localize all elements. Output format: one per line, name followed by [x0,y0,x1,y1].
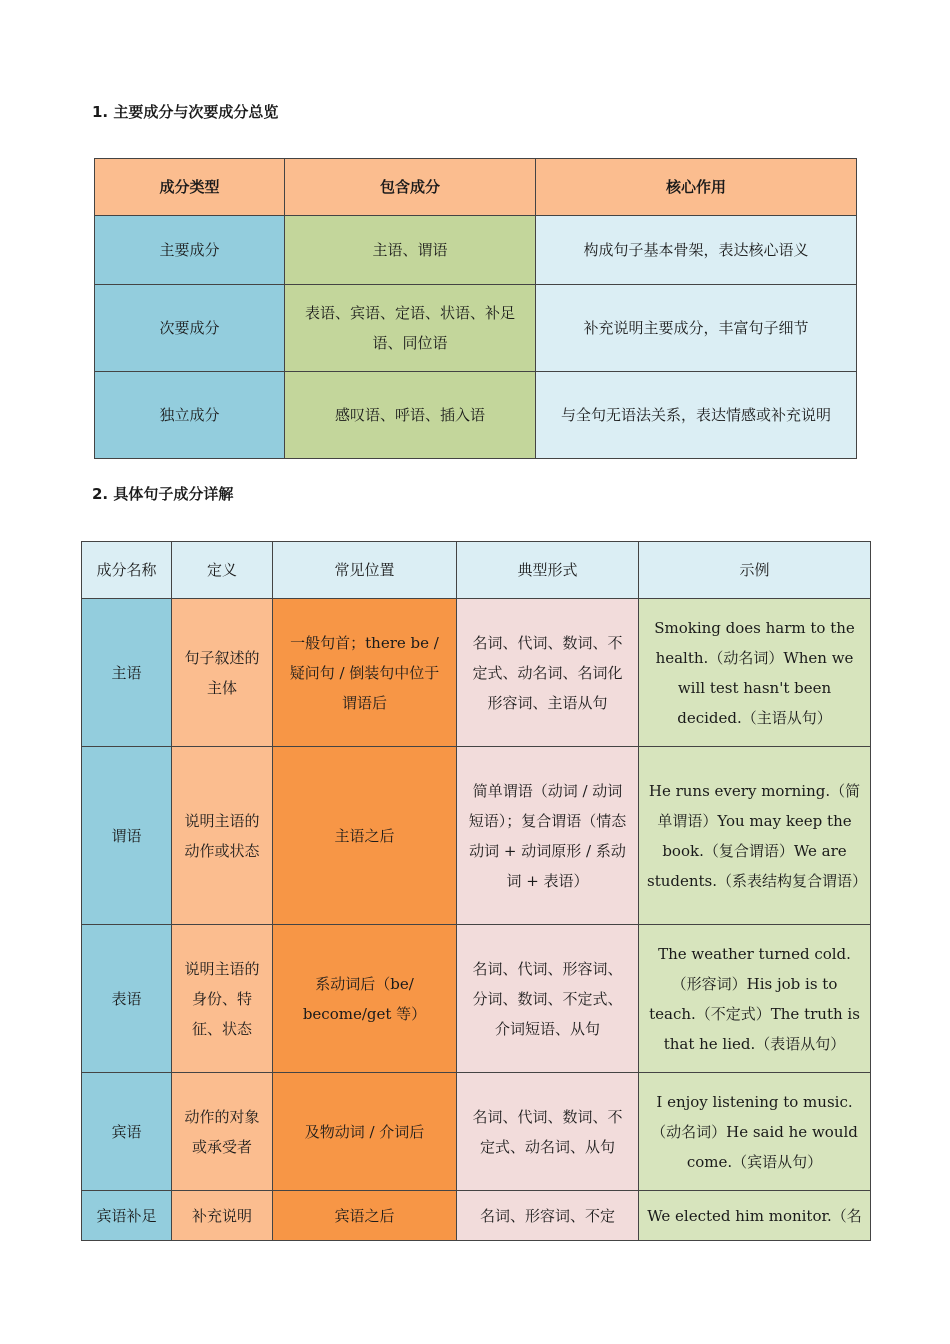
overview-type-cell: 主要成分 [95,216,285,285]
detail-position-cell: 一般句首；there be / 疑问句 / 倒装句中位于谓语后 [273,599,457,747]
overview-table [94,158,857,459]
detail-form-cell: 简单谓语（动词 / 动词短语）；复合谓语（情态动词 + 动词原形 / 系动词 + 表语） [457,747,639,925]
overview-row [95,285,857,372]
overview-row [95,216,857,285]
detail-definition-cell: 补充说明 [172,1191,273,1241]
overview-type-cell: 次要成分 [95,285,285,372]
detail-form-cell: 名词、代词、数词、不定式、动名词、名词化形容词、主语从句 [457,599,639,747]
detail-position-cell: 系动词后（be/ become/get 等） [273,925,457,1073]
detail-header-row [82,542,871,599]
overview-header-cell: 核心作用 [536,159,857,216]
detail-definition-cell: 说明主语的身份、特征、状态 [172,925,273,1073]
overview-type-cell: 独立成分 [95,372,285,459]
section-1-heading: 1. 主要成分与次要成分总览 [92,103,279,121]
detail-header-cell: 成分名称 [82,542,172,599]
detail-row [82,1191,871,1241]
detail-header-cell: 典型形式 [457,542,639,599]
detail-name-cell: 表语 [82,925,172,1073]
detail-name-cell: 谓语 [82,747,172,925]
detail-table [81,541,871,1241]
detail-form-cell: 名词、代词、数词、不定式、动名词、从句 [457,1073,639,1191]
detail-example-cell: We elected him monitor.（名 [639,1191,871,1241]
detail-header-cell: 示例 [639,542,871,599]
overview-row [95,372,857,459]
detail-row [82,747,871,925]
detail-row [82,599,871,747]
detail-example-cell: He runs every morning.（简单谓语）You may keep the book.（复合谓语）We are students.（系表结构复合谓语） [639,747,871,925]
overview-role-cell: 补充说明主要成分，丰富句子细节 [536,285,857,372]
detail-example-cell: I enjoy listening to music.（动名词）He said he would come.（宾语从句） [639,1073,871,1191]
overview-role-cell: 构成句子基本骨架，表达核心语义 [536,216,857,285]
detail-row [82,1073,871,1191]
overview-header-cell: 包含成分 [285,159,536,216]
detail-form-cell: 名词、形容词、不定 [457,1191,639,1241]
detail-example-cell: Smoking does harm to the health.（动名词）When we will test hasn't been decided.（主语从句） [639,599,871,747]
detail-header-cell: 常见位置 [273,542,457,599]
detail-definition-cell: 动作的对象或承受者 [172,1073,273,1191]
detail-definition-cell: 句子叙述的主体 [172,599,273,747]
detail-row [82,925,871,1073]
detail-header-cell: 定义 [172,542,273,599]
detail-name-cell: 宾语 [82,1073,172,1191]
detail-position-cell: 宾语之后 [273,1191,457,1241]
overview-members-cell: 表语、宾语、定语、状语、补足语、同位语 [285,285,536,372]
detail-example-cell: The weather turned cold.（形容词）His job is to teach.（不定式）The truth is that he lied.（表语从句） [639,925,871,1073]
detail-form-cell: 名词、代词、形容词、分词、数词、不定式、介词短语、从句 [457,925,639,1073]
detail-name-cell: 宾语补足 [82,1191,172,1241]
overview-members-cell: 感叹语、呼语、插入语 [285,372,536,459]
overview-header-row [95,159,857,216]
detail-name-cell: 主语 [82,599,172,747]
section-2-heading: 2. 具体句子成分详解 [92,485,234,503]
overview-members-cell: 主语、谓语 [285,216,536,285]
detail-position-cell: 及物动词 / 介词后 [273,1073,457,1191]
detail-position-cell: 主语之后 [273,747,457,925]
detail-definition-cell: 说明主语的动作或状态 [172,747,273,925]
overview-role-cell: 与全句无语法关系，表达情感或补充说明 [536,372,857,459]
overview-header-cell: 成分类型 [95,159,285,216]
